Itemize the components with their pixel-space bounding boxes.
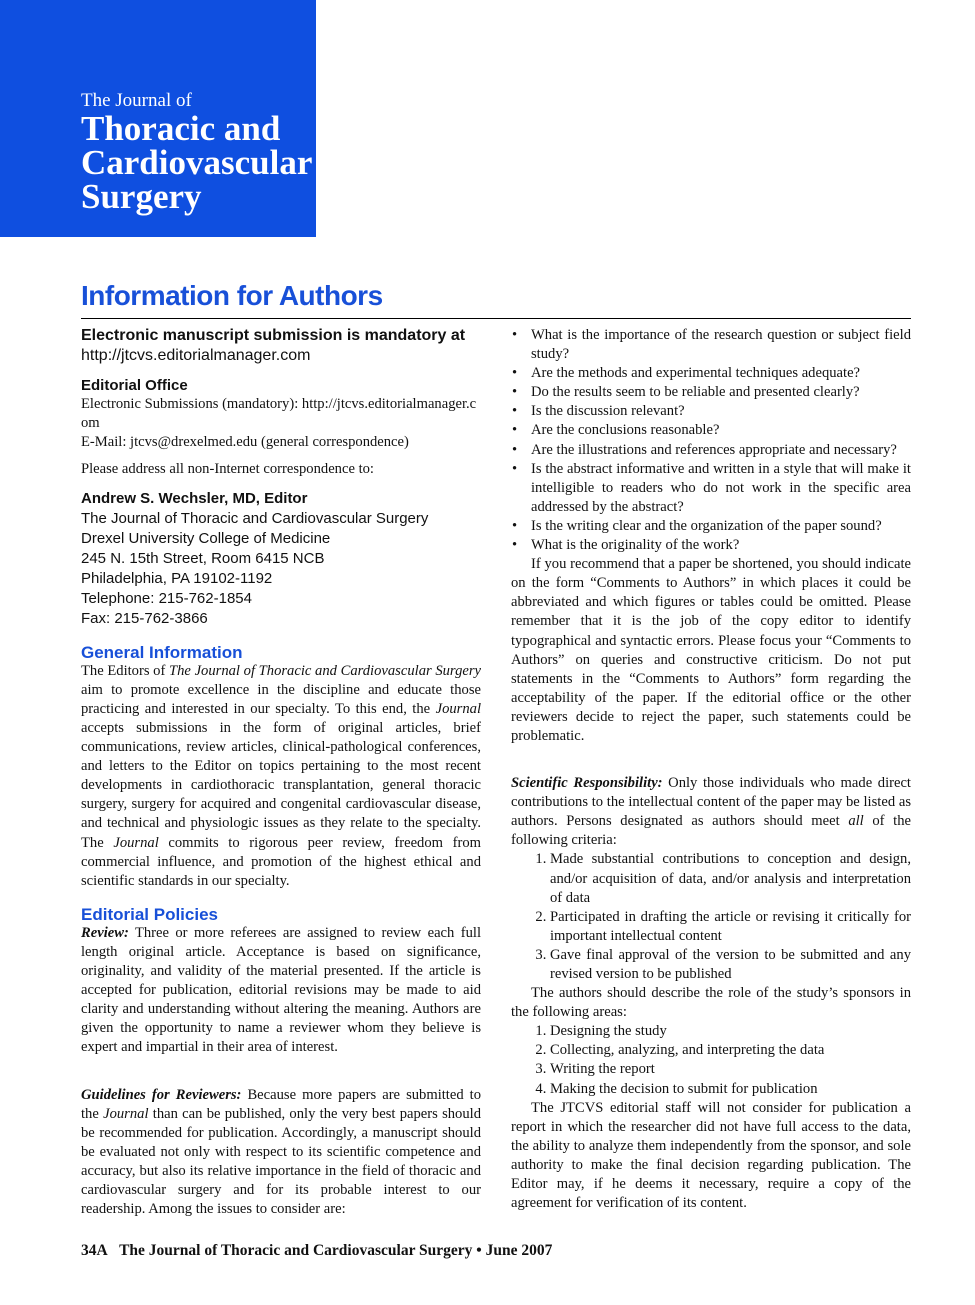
- right-column: [511, 326, 911, 1213]
- fax: Fax: 215-762-3866: [81, 609, 208, 627]
- address-line: The Journal of Thoracic and Cardiovascular Surgery: [81, 509, 429, 527]
- footer-journal: The Journal of Thoracic and Cardiovascular Surgery: [119, 1242, 473, 1259]
- submission-url[interactable]: http://jtcvs.editorialmanager.com: [81, 347, 311, 364]
- list-item: 1. Designing the study: [550, 1022, 911, 1041]
- editorial-office-heading: Editorial Office: [81, 377, 188, 394]
- guidelines-paragraph: Guidelines for Reviewers: Because more papers are submitted to the Journal than can be published, only the very best papers should be recommended for publication. Accordingly, a manuscript should be evaluated not only with respect to its scientific competence and accuracy, but also its relative importance in the field of thoracic and cardiovascular surgery and for its probable interest to our readership. Among the issues to consider are:: [81, 1086, 482, 1218]
- list-item: • What is the importance of the research question or subject field study?: [531, 326, 911, 364]
- page-footer: [81, 1242, 552, 1260]
- page-number: 34A: [81, 1242, 108, 1259]
- editorial-policies-heading: Editorial Policies: [81, 904, 218, 924]
- submission-notice: [81, 326, 481, 366]
- list-item: 2. Collecting, analyzing, and interpreting the data: [550, 1041, 911, 1060]
- editor-address: [81, 509, 481, 629]
- list-item: • Do the results seem to be reliable and presented clearly?: [531, 383, 911, 402]
- list-item: • Are the illustrations and references appropriate and necessary?: [531, 441, 911, 460]
- list-item: 3. Gave final approval of the version to be submitted and any revised version to be published: [550, 946, 911, 984]
- list-item: • Are the conclusions reasonable?: [531, 421, 911, 440]
- email-line: E-Mail: jtcvs@drexelmed.edu (general correspondence): [81, 434, 409, 451]
- telephone: Telephone: 215-762-1854: [81, 589, 252, 607]
- address-line: Drexel University College of Medicine: [81, 529, 331, 547]
- list-item: 4. Making the decision to submit for publication: [550, 1080, 911, 1099]
- journal-banner: [0, 0, 316, 237]
- authorship-criteria: [511, 850, 911, 984]
- address-line: Philadelphia, PA 19102-1192: [81, 569, 273, 587]
- reviewer-questions: [511, 326, 911, 555]
- sponsors-paragraph: The authors should describe the role of the study’s sponsors in the following areas:: [511, 985, 911, 1021]
- electronic-submissions: Electronic Submissions (mandatory): http://jtcvs.editorialmanager.com: [81, 396, 477, 432]
- journal-title: [81, 109, 313, 216]
- shorten-paragraph: If you recommend that a paper be shortened, you should indicate on the form “Comments to Authors” in which places it could be abbreviated and which figures or tables could be omitted. Please remember that it is the job of the copy editor to identify typographical and syntactic errors. Please focus your “Comments to Authors” on queries and constructive criticism. Do not put statements in the “Comments to Authors” form regarding the acceptability of the paper. If the editorial office or the other reviewers decide to reject the paper, such statements could be problematic.: [511, 556, 911, 744]
- list-item: • Is the abstract informative and written in a style that will make it intelligible to readers who do not work in the specific area addressed by the abstract?: [531, 460, 911, 517]
- list-item: • Is the writing clear and the organization of the paper sound?: [531, 517, 911, 536]
- left-column: [81, 326, 481, 1219]
- submission-label: Electronic manuscript submission is mandatory at: [81, 327, 466, 344]
- list-item: • Are the methods and experimental techniques adequate?: [531, 364, 911, 383]
- list-item: 3. Writing the report: [550, 1060, 911, 1079]
- general-information-heading: General Information: [81, 642, 243, 662]
- review-paragraph: Review: Three or more referees are assigned to review each full length original article. Acceptance is based on significance, originality, and validity of the material presented. If the article is accepted for publication, editorial revisions may be made to aid clarity and understanding without altering the meaning. Authors are given the opportunity to name a reviewer whom they believe is expert and impartial in their area of interest.: [81, 924, 481, 1056]
- footer-date: June 2007: [485, 1242, 553, 1259]
- journal-title-line: Thoracic and: [81, 109, 281, 148]
- editor-name: Andrew S. Wechsler, MD, Editor: [81, 490, 308, 508]
- journal-title-line: Cardiovascular: [81, 143, 313, 182]
- responsibility-paragraph: Scientific Responsibility: Only those individuals who made direct contributions to the intellectual content of the paper may be listed as authors. Persons designated as authors should meet all of the following criteria:: [511, 775, 911, 849]
- journal-pre-title: The Journal of: [81, 90, 192, 111]
- address-note: Please address all non-Internet correspondence to:: [81, 461, 374, 478]
- editorial-staff-paragraph: The JTCVS editorial staff will not consider for publication a report in which the researcher did not have full access to the data, the ability to analyze them independently from the sponsor, and sole authority to make the final decision regarding publication. The Editor may, if he deems it necessary, require a copy of the agreement for verification of its content.: [511, 1099, 911, 1212]
- list-item: • What is the originality of the work?: [531, 536, 911, 555]
- journal-title-line: Surgery: [81, 177, 202, 216]
- footer-separator: •: [476, 1242, 482, 1259]
- list-item: 1. Made substantial contributions to conception and design, and/or acquisition of data, and/or analysis and interpretation of data: [550, 850, 911, 907]
- address-line: 245 N. 15th Street, Room 6415 NCB: [81, 549, 325, 567]
- general-information-text: The Editors of The Journal of Thoracic and Cardiovascular Surgery aim to promote excellence in the discipline and educate those practicing and interested in our specialty. To this end, the Journal accepts submissions in the form of original articles, brief communications, review articles, clinical-pathological conferences, and letters to the Editor on topics pertaining to the most recent developments in cardiothoracic transplantation, general thoracic surgery, surgery for acquired and congenital cardiovascular disease, and technical and physiologic issues as they relate to the specialty. The Journal commits to rigorous peer review, freedom from commercial influence, and promotion of the highest ethical and scientific standards in our specialty.: [81, 662, 481, 889]
- list-item: • Is the discussion relevant?: [531, 402, 911, 421]
- page-title: Information for Authors: [81, 280, 383, 311]
- sponsor-areas: [511, 1022, 911, 1098]
- list-item: 2. Participated in drafting the article or revising it critically for important intellectual content: [550, 908, 911, 946]
- title-divider: [81, 318, 911, 319]
